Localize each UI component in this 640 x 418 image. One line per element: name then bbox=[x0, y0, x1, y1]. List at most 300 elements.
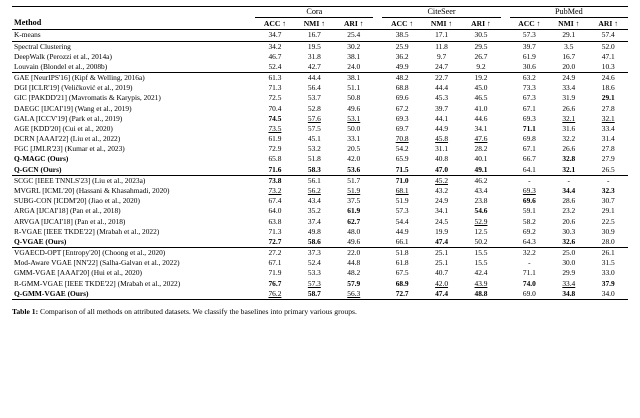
metric-cell: 57.3 bbox=[307, 278, 321, 288]
metric-cell: 71.1 bbox=[522, 123, 536, 133]
metric-cell: 15.5 bbox=[461, 247, 500, 258]
metric-cell: 30.9 bbox=[601, 226, 615, 236]
metric-cell: 59.1 bbox=[522, 206, 536, 216]
metric-cell: 22.0 bbox=[334, 247, 373, 258]
table-row bbox=[12, 227, 628, 237]
group-spacer bbox=[373, 186, 382, 196]
group-spacer bbox=[373, 258, 382, 268]
metric-cell: 19.2 bbox=[461, 73, 500, 84]
method-name-cell: GALA [ICCV'19] (Park et al., 2019) bbox=[14, 113, 123, 123]
metric-cell: 52.0 bbox=[588, 41, 628, 52]
metric-cell: 36.2 bbox=[395, 51, 409, 61]
metric-cell: 47.4 bbox=[435, 288, 449, 298]
metric-cell: 49.6 bbox=[347, 103, 361, 113]
metric-cell: 29.1 bbox=[549, 30, 588, 41]
metric-cell: 68.9 bbox=[395, 278, 409, 288]
metric-cell: 57.6 bbox=[307, 113, 321, 123]
rule-cell bbox=[255, 299, 294, 300]
metric-cell: 47.1 bbox=[601, 51, 615, 61]
metric-cell: 70.8 bbox=[395, 134, 409, 144]
group-spacer bbox=[501, 216, 510, 226]
metric-cell: 33.4 bbox=[562, 278, 576, 288]
metric-cell: - bbox=[528, 258, 531, 268]
metric-cell: 51.8 bbox=[307, 154, 321, 164]
metric-cell: 54.2 bbox=[395, 144, 409, 154]
method-name-cell: DGI [ICLR'19] (Veličković et al., 2019) bbox=[14, 83, 133, 93]
metric-cell: 3.5 bbox=[549, 41, 588, 52]
group-spacer bbox=[501, 175, 510, 186]
metric-cell: 28.0 bbox=[601, 236, 615, 246]
metric-cell: 44.6 bbox=[474, 113, 488, 123]
metric-cell: 57.3 bbox=[395, 206, 409, 216]
method-name-cell: DeepWalk (Perozzi et al., 2014a) bbox=[14, 51, 112, 61]
column-header-pubmed-nmi: NMI ↑ bbox=[558, 18, 580, 28]
metric-cell: 69.8 bbox=[522, 134, 536, 144]
column-header-cora-nmi: NMI ↑ bbox=[303, 18, 325, 28]
group-spacer bbox=[373, 62, 382, 73]
method-name-cell: SCGC [IEEE TNNLS'23] (Liu et al., 2023a) bbox=[12, 175, 255, 186]
table-row bbox=[12, 289, 628, 300]
table-row bbox=[12, 104, 628, 114]
group-spacer bbox=[373, 30, 382, 41]
metric-cell: 32.1 bbox=[562, 164, 576, 174]
metric-cell: 45.3 bbox=[435, 93, 449, 103]
metric-cell: 25.4 bbox=[334, 30, 373, 41]
metric-cell: 30.3 bbox=[562, 226, 576, 236]
metric-cell: 27.2 bbox=[255, 247, 294, 258]
group-spacer bbox=[501, 237, 510, 248]
method-name-cell: DCRN [AAAI'22] (Liu et al., 2022) bbox=[14, 134, 121, 144]
group-spacer bbox=[501, 134, 510, 144]
group-spacer bbox=[501, 186, 510, 196]
metric-cell: - bbox=[510, 175, 549, 186]
metric-cell: 9.2 bbox=[476, 61, 486, 71]
metric-cell: 53.1 bbox=[347, 113, 361, 123]
metric-cell: 32.2 bbox=[562, 134, 576, 144]
metric-cell: 53.2 bbox=[307, 144, 321, 154]
table-row bbox=[12, 114, 628, 124]
metric-cell: 51.7 bbox=[334, 175, 373, 186]
metric-cell: 54.6 bbox=[474, 206, 488, 216]
metric-cell: 32.2 bbox=[510, 247, 549, 258]
metric-cell: 48.2 bbox=[382, 73, 421, 84]
metric-cell: 43.2 bbox=[435, 186, 449, 195]
group-spacer bbox=[501, 93, 510, 103]
metric-cell: 54.4 bbox=[395, 216, 409, 226]
metric-cell: 34.8 bbox=[562, 288, 576, 298]
metric-cell: 64.3 bbox=[522, 236, 536, 246]
metric-cell: 46.7 bbox=[268, 51, 282, 61]
metric-cell: 64.0 bbox=[268, 206, 282, 216]
metric-cell: 69.3 bbox=[522, 186, 536, 195]
metric-cell: 26.6 bbox=[562, 103, 576, 113]
group-spacer bbox=[373, 206, 382, 216]
metric-cell: 45.2 bbox=[422, 175, 461, 186]
metric-cell: 61.8 bbox=[395, 258, 409, 268]
metric-cell: 33.4 bbox=[601, 123, 615, 133]
metric-cell: 47.4 bbox=[435, 236, 449, 246]
metric-cell: 57.5 bbox=[307, 123, 321, 133]
metric-cell: 71.3 bbox=[268, 226, 282, 236]
results-table bbox=[12, 6, 628, 300]
method-name-cell: ARVGA [IJCAI'18] (Pan et al., 2018) bbox=[14, 216, 126, 226]
group-spacer bbox=[373, 278, 382, 288]
group-spacer bbox=[501, 206, 510, 216]
metric-cell: 56.4 bbox=[307, 83, 321, 93]
group-spacer bbox=[373, 124, 382, 134]
metric-cell: 52.9 bbox=[474, 216, 488, 226]
metric-cell: 71.9 bbox=[268, 268, 282, 278]
metric-cell: 24.9 bbox=[435, 196, 449, 206]
column-header-method: Method bbox=[12, 7, 255, 30]
group-spacer bbox=[501, 144, 510, 154]
metric-cell: 72.7 bbox=[395, 288, 409, 298]
metric-cell: 15.5 bbox=[474, 258, 488, 268]
metric-cell: 58.7 bbox=[307, 288, 321, 298]
metric-cell: 65.8 bbox=[268, 154, 282, 164]
metric-cell: 72.9 bbox=[268, 144, 282, 154]
metric-cell: 44.4 bbox=[435, 83, 449, 93]
metric-cell: 12.5 bbox=[474, 226, 488, 236]
metric-cell: 40.7 bbox=[435, 268, 449, 278]
metric-cell: 35.2 bbox=[307, 206, 321, 216]
method-name-cell: SUBG-CON [ICDM'20] (Jiao et al., 2020) bbox=[14, 196, 140, 206]
rule-cell bbox=[510, 299, 549, 300]
metric-cell: 16.7 bbox=[295, 30, 334, 41]
metric-cell: 66.1 bbox=[395, 236, 409, 246]
method-name-cell: MVGRL [ICML'20] (Hassani & Khasahmadi, 2020) bbox=[14, 186, 170, 195]
metric-cell: 38.1 bbox=[334, 73, 373, 84]
metric-cell: 37.9 bbox=[601, 278, 615, 288]
metric-cell: 34.7 bbox=[255, 30, 294, 41]
metric-cell: 19.5 bbox=[295, 41, 334, 52]
metric-cell: 65.9 bbox=[395, 154, 409, 164]
metric-cell: 51.8 bbox=[382, 247, 421, 258]
metric-cell: 37.4 bbox=[307, 216, 321, 226]
group-spacer bbox=[373, 227, 382, 237]
metric-cell: 33.0 bbox=[601, 268, 615, 278]
metric-cell: 31.1 bbox=[435, 144, 449, 154]
metric-cell: 38.1 bbox=[347, 51, 361, 61]
group-spacer bbox=[373, 93, 382, 103]
metric-cell: 42.4 bbox=[474, 268, 488, 278]
metric-cell: - bbox=[588, 175, 628, 186]
group-spacer bbox=[501, 52, 510, 62]
group-spacer bbox=[501, 278, 510, 288]
metric-cell: 67.2 bbox=[395, 103, 409, 113]
table-row bbox=[12, 41, 628, 52]
group-spacer bbox=[373, 196, 382, 206]
metric-cell: 20.6 bbox=[562, 216, 576, 226]
metric-cell: 57.9 bbox=[347, 278, 361, 288]
method-name-cell: Q-GMM-VGAE (Ours) bbox=[14, 288, 89, 298]
group-spacer bbox=[373, 114, 382, 124]
metric-cell: 27.9 bbox=[601, 154, 615, 164]
rule-cell bbox=[588, 299, 628, 300]
group-spacer bbox=[373, 216, 382, 226]
table-row bbox=[12, 196, 628, 206]
metric-cell: 57.3 bbox=[510, 30, 549, 41]
table-row bbox=[12, 52, 628, 62]
metric-cell: 9.7 bbox=[436, 51, 447, 61]
metric-cell: 49.8 bbox=[307, 226, 321, 236]
group-spacer bbox=[373, 175, 382, 186]
metric-cell: 73.8 bbox=[255, 175, 294, 186]
metric-cell: 30.0 bbox=[562, 258, 576, 268]
metric-cell: 71.5 bbox=[395, 164, 409, 174]
metric-cell: 67.1 bbox=[522, 103, 536, 113]
table-row bbox=[12, 154, 628, 164]
rule-cell bbox=[12, 299, 255, 300]
metric-cell: 71.6 bbox=[268, 164, 282, 174]
metric-cell: 31.4 bbox=[601, 134, 615, 144]
metric-cell: 29.9 bbox=[562, 268, 576, 278]
method-name-cell: R-VGAE [IEEE TKDE'22] (Mrabah et al., 2022) bbox=[14, 226, 160, 236]
metric-cell: 76.2 bbox=[268, 288, 282, 298]
metric-cell: 17.1 bbox=[422, 30, 461, 41]
metric-cell: 38.5 bbox=[382, 30, 421, 41]
metric-cell: 32.1 bbox=[562, 113, 576, 123]
table-row bbox=[12, 258, 628, 268]
metric-cell: 73.5 bbox=[268, 123, 282, 133]
metric-cell: 51.1 bbox=[347, 83, 361, 93]
metric-cell: - bbox=[549, 175, 588, 186]
metric-cell: 67.4 bbox=[268, 196, 282, 206]
caption-text: Comparison of all methods on attributed datasets. We classify the baselines into primary various groups. bbox=[40, 306, 357, 316]
metric-cell: 44.9 bbox=[435, 123, 449, 133]
metric-cell: 71.0 bbox=[382, 175, 421, 186]
metric-cell: 56.1 bbox=[295, 175, 334, 186]
group-spacer bbox=[501, 268, 510, 278]
table-row bbox=[12, 237, 628, 248]
table-row bbox=[12, 83, 628, 93]
metric-cell: 19.9 bbox=[435, 226, 449, 236]
method-name-cell: Louvain (Blondel et al., 2008b) bbox=[14, 61, 108, 71]
metric-cell: 29.5 bbox=[461, 41, 500, 52]
table-row bbox=[12, 134, 628, 144]
group-spacer bbox=[373, 289, 382, 300]
group-spacer bbox=[501, 62, 510, 73]
metric-cell: 37.3 bbox=[295, 247, 334, 258]
metric-cell: 69.6 bbox=[395, 93, 409, 103]
method-name-cell: DAEGC [IJCAI'19] (Wang et al., 2019) bbox=[14, 103, 132, 113]
metric-cell: 23.8 bbox=[474, 196, 488, 206]
table-row bbox=[12, 93, 628, 103]
rule-cell bbox=[334, 299, 373, 300]
metric-cell: 31.9 bbox=[562, 93, 576, 103]
metric-cell: 45.0 bbox=[474, 83, 488, 93]
column-header-pubmed-ari: ARI ↑ bbox=[598, 18, 619, 28]
metric-cell: 67.1 bbox=[522, 144, 536, 154]
metric-cell: 45.8 bbox=[435, 134, 449, 144]
metric-cell: 73.3 bbox=[522, 83, 536, 93]
metric-cell: 34.0 bbox=[601, 288, 615, 298]
metric-cell: 25.9 bbox=[382, 41, 421, 52]
metric-cell: 63.2 bbox=[510, 73, 549, 84]
metric-cell: 53.6 bbox=[347, 164, 361, 174]
group-spacer bbox=[373, 134, 382, 144]
metric-cell: 24.5 bbox=[435, 216, 449, 226]
metric-cell: 69.3 bbox=[522, 113, 536, 123]
metric-cell: 72.7 bbox=[268, 236, 282, 246]
metric-cell: 31.8 bbox=[307, 51, 321, 61]
metric-cell: 22.7 bbox=[422, 73, 461, 84]
dataset-group-pubmed: PubMed bbox=[510, 7, 628, 18]
metric-cell: 26.7 bbox=[474, 51, 488, 61]
group-spacer bbox=[501, 154, 510, 164]
metric-cell: 74.5 bbox=[268, 113, 282, 123]
metric-cell: 42.0 bbox=[347, 154, 361, 164]
metric-cell: 43.4 bbox=[474, 186, 488, 195]
metric-cell: 44.1 bbox=[435, 113, 449, 123]
group-spacer bbox=[501, 73, 510, 84]
column-header-citeseer-ari: ARI ↑ bbox=[471, 18, 491, 28]
metric-cell: 10.3 bbox=[601, 61, 615, 71]
group-spacer bbox=[501, 41, 510, 52]
group-spacer bbox=[501, 18, 510, 30]
table-group-header-row bbox=[12, 7, 628, 18]
metric-cell: 22.5 bbox=[601, 216, 615, 226]
metric-cell: 76.7 bbox=[268, 278, 282, 288]
metric-cell: 16.7 bbox=[562, 51, 576, 61]
metric-cell: 32.8 bbox=[562, 154, 576, 164]
metric-cell: 27.8 bbox=[601, 144, 615, 154]
table-row bbox=[12, 73, 628, 84]
metric-cell: 34.4 bbox=[562, 186, 576, 195]
metric-cell: 25.1 bbox=[435, 258, 449, 268]
metric-cell: 70.4 bbox=[268, 103, 282, 113]
metric-cell: 30.5 bbox=[461, 30, 500, 41]
metric-cell: 28.2 bbox=[474, 144, 488, 154]
metric-cell: 52.4 bbox=[268, 61, 282, 71]
metric-cell: 69.0 bbox=[522, 288, 536, 298]
metric-cell: 20.5 bbox=[347, 144, 361, 154]
group-spacer bbox=[373, 18, 382, 30]
metric-cell: 29.1 bbox=[601, 93, 615, 103]
table-row bbox=[12, 175, 628, 186]
metric-cell: 46.2 bbox=[461, 175, 500, 186]
metric-cell: 24.9 bbox=[549, 73, 588, 84]
metric-cell: 20.0 bbox=[562, 61, 576, 71]
group-spacer bbox=[373, 41, 382, 52]
metric-cell: 39.7 bbox=[510, 41, 549, 52]
table-row bbox=[12, 278, 628, 288]
group-spacer bbox=[373, 247, 382, 258]
metric-cell: 71.3 bbox=[268, 83, 282, 93]
metric-cell: 68.1 bbox=[395, 186, 409, 195]
metric-cell: 57.4 bbox=[588, 30, 628, 41]
metric-cell: 45.1 bbox=[307, 134, 321, 144]
metric-cell: 50.8 bbox=[347, 93, 361, 103]
metric-cell: 48.0 bbox=[347, 226, 361, 236]
method-name-cell: R-GMM-VGAE [IEEE TKDE'22] (Mrabah et al., 2022) bbox=[14, 278, 181, 288]
metric-cell: 71.1 bbox=[522, 268, 536, 278]
method-name-cell: FGC [JMLR'23] (Kumar et al., 2023) bbox=[14, 144, 125, 154]
metric-cell: 43.4 bbox=[307, 196, 321, 206]
metric-cell: 48.8 bbox=[474, 288, 488, 298]
table-caption bbox=[12, 307, 628, 316]
metric-cell: 58.2 bbox=[522, 216, 536, 226]
table-bottom-rule bbox=[12, 299, 628, 300]
metric-cell: 73.2 bbox=[268, 186, 282, 195]
metric-cell: 25.0 bbox=[549, 247, 588, 258]
group-spacer bbox=[373, 165, 382, 176]
metric-cell: 67.1 bbox=[268, 258, 282, 268]
metric-cell: 69.7 bbox=[395, 123, 409, 133]
metric-cell: 30.6 bbox=[522, 61, 536, 71]
metric-cell: 30.7 bbox=[601, 196, 615, 206]
rule-cell bbox=[295, 299, 334, 300]
method-name-cell: VGAECD-OPT [Entropy'20] (Choong et al., 2020) bbox=[12, 247, 255, 258]
metric-cell: 72.5 bbox=[268, 93, 282, 103]
metric-cell: 26.1 bbox=[588, 247, 628, 258]
metric-cell: 49.1 bbox=[474, 164, 488, 174]
metric-cell: 74.0 bbox=[522, 278, 536, 288]
dataset-group-cora: Cora bbox=[255, 7, 373, 18]
column-header-citeseer-acc: ACC ↑ bbox=[391, 18, 414, 28]
metric-cell: 32.3 bbox=[601, 186, 615, 195]
metric-cell: 47.0 bbox=[435, 164, 449, 174]
group-spacer bbox=[501, 196, 510, 206]
group-spacer bbox=[501, 247, 510, 258]
metric-cell: 37.5 bbox=[347, 196, 361, 206]
method-name-cell: Spectral Clustering bbox=[12, 41, 255, 52]
metric-cell: 40.8 bbox=[435, 154, 449, 164]
metric-cell: 61.9 bbox=[268, 134, 282, 144]
metric-cell: 69.3 bbox=[395, 113, 409, 123]
metric-cell: 25.1 bbox=[422, 247, 461, 258]
metric-cell: 39.7 bbox=[435, 103, 449, 113]
metric-cell: 32.1 bbox=[601, 113, 615, 123]
rule-cell bbox=[549, 299, 588, 300]
paper-table-figure bbox=[0, 6, 640, 418]
metric-cell: 42.7 bbox=[307, 61, 321, 71]
table-row bbox=[12, 62, 628, 73]
metric-cell: 11.8 bbox=[422, 41, 461, 52]
metric-cell: 42.0 bbox=[435, 278, 449, 288]
metric-cell: 51.9 bbox=[395, 196, 409, 206]
metric-cell: 61.3 bbox=[255, 73, 294, 84]
method-name-cell: GAE [NeurIPS'16] (Kipf & Welling, 2016a) bbox=[12, 73, 255, 84]
group-spacer bbox=[373, 104, 382, 114]
metric-cell: 62.7 bbox=[347, 216, 361, 226]
method-name-cell: GMM-VGAE [AAAI'20] (Hui et al., 2020) bbox=[14, 268, 142, 278]
group-spacer bbox=[373, 144, 382, 154]
metric-cell: 34.2 bbox=[255, 41, 294, 52]
metric-cell: 29.1 bbox=[601, 206, 615, 216]
metric-cell: 34.1 bbox=[474, 123, 488, 133]
table-row bbox=[12, 268, 628, 278]
group-spacer bbox=[373, 154, 382, 164]
group-spacer bbox=[501, 30, 510, 41]
metric-cell: 27.8 bbox=[601, 103, 615, 113]
dataset-group-citeseer: CiteSeer bbox=[382, 7, 500, 18]
metric-cell: 61.9 bbox=[522, 51, 536, 61]
method-name-cell: Q-VGAE (Ours) bbox=[14, 236, 67, 246]
metric-cell: 67.3 bbox=[522, 93, 536, 103]
table-row bbox=[12, 30, 628, 41]
metric-cell: 44.8 bbox=[347, 258, 361, 268]
method-name-cell: Q-GCN (Ours) bbox=[14, 164, 62, 174]
rule-cell bbox=[382, 299, 421, 300]
metric-cell: 28.6 bbox=[562, 196, 576, 206]
metric-cell: 24.6 bbox=[588, 73, 628, 84]
metric-cell: 56.3 bbox=[347, 288, 361, 298]
group-spacer bbox=[501, 289, 510, 300]
metric-cell: 47.6 bbox=[474, 134, 488, 144]
metric-cell: 49.6 bbox=[347, 236, 361, 246]
metric-cell: 68.8 bbox=[395, 83, 409, 93]
